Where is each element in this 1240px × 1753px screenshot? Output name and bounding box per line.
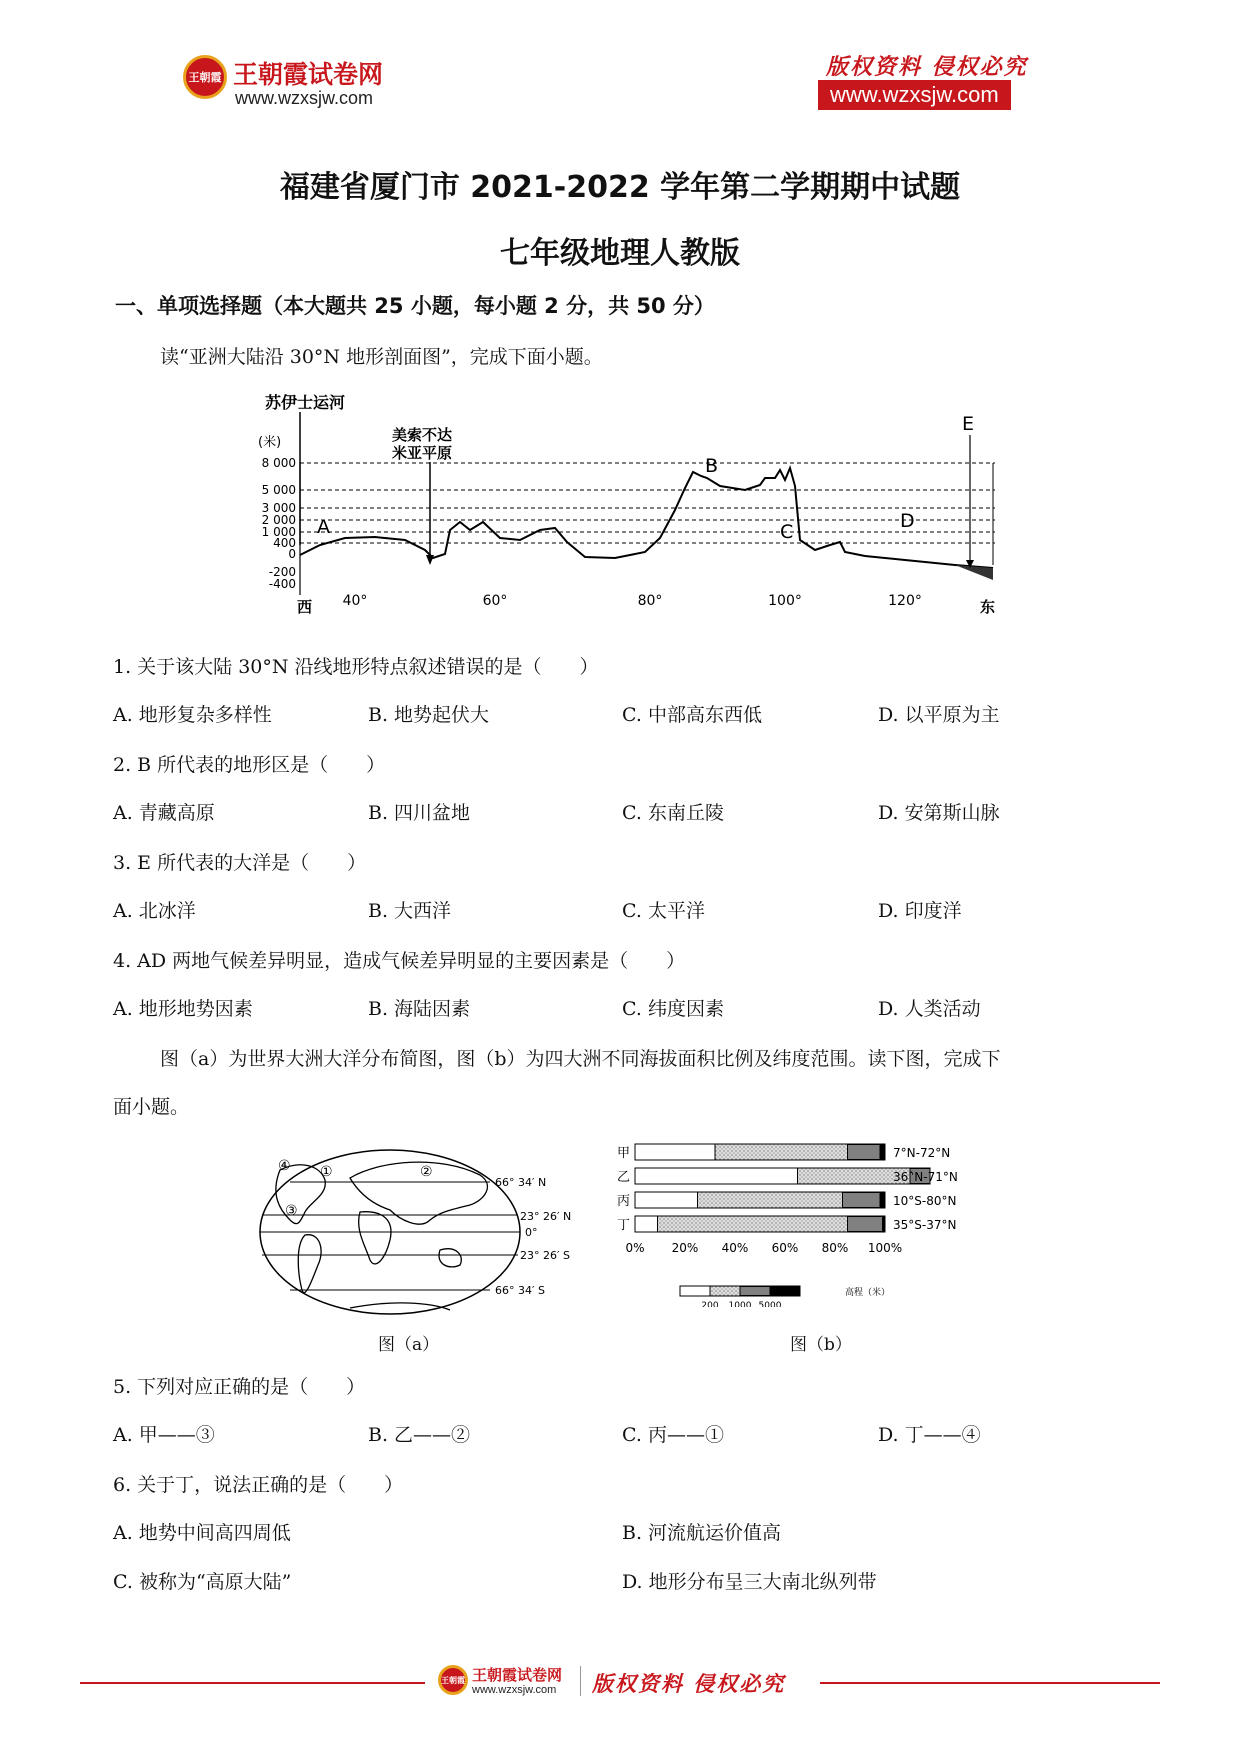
- world-map-figure: [250, 1140, 610, 1320]
- y-tick: -200: [268, 565, 296, 579]
- category-label: 丙: [617, 1194, 631, 1209]
- q6-option-d[interactable]: D. 地形分布呈三大南北纵列带: [622, 1571, 877, 1593]
- bar-segment-丁->5000: [883, 1216, 886, 1232]
- y-tick: 2 000: [261, 513, 296, 527]
- footer-brand-name: 王朝霞试卷网: [472, 1666, 563, 1684]
- bar-segment-丙->5000: [880, 1192, 885, 1208]
- section-heading: 一、单项选择题（本大题共 25 小题，每小题 2 分，共 50 分）: [115, 294, 715, 318]
- legend-swatch-1000-5000: [740, 1286, 770, 1296]
- footer-logo: 王朝霞: [438, 1665, 468, 1695]
- footer-divider-left: [80, 1682, 425, 1684]
- exam-title: 福建省厦门市 2021-2022 学年第二学期期中试题: [279, 170, 961, 205]
- y-tick: 1 000: [261, 525, 296, 539]
- footer-separator: [580, 1666, 581, 1696]
- category-label: 甲: [617, 1146, 631, 1161]
- elevation-bar-chart: [615, 1142, 1005, 1307]
- y-tick: 8 000: [261, 456, 296, 470]
- bar-segment-丁-<200: [635, 1216, 658, 1232]
- footer-slogan: 版权资料 侵权必究: [592, 1671, 786, 1696]
- marker-1: ①: [320, 1164, 333, 1180]
- x-tick: 60°: [482, 593, 508, 609]
- x-tick-label: 40%: [721, 1241, 749, 1255]
- q2-option-c[interactable]: C. 东南丘陵: [622, 802, 724, 824]
- brand-url[interactable]: www.wzxsjw.com: [235, 88, 374, 108]
- copyright-slogan: 版权资料 侵权必究: [826, 54, 1028, 80]
- bar-segment-丁-200-1000: [658, 1216, 848, 1232]
- q2-option-d[interactable]: D. 安第斯山脉: [878, 802, 1000, 824]
- q1-option-a[interactable]: A. 地形复杂多样性: [113, 704, 272, 726]
- y-tick: 5 000: [261, 483, 296, 497]
- legend-tick-label: 200: [701, 1301, 719, 1307]
- x-tick-label: 80%: [821, 1241, 849, 1255]
- q1-option-c[interactable]: C. 中部高东西低: [622, 704, 762, 726]
- bar-segment-乙-<200: [635, 1168, 798, 1184]
- footer-divider-right: [820, 1682, 1160, 1684]
- y-tick: -400: [268, 577, 296, 591]
- bar-segment-甲-<200: [635, 1144, 715, 1160]
- marker-3: ③: [285, 1203, 298, 1219]
- q3-option-d[interactable]: D. 印度洋: [878, 900, 962, 922]
- q5-option-b[interactable]: B. 乙——②: [368, 1424, 471, 1446]
- marker-2: ②: [420, 1164, 433, 1180]
- question-4: 4. AD 两地气候差异明显，造成气候差异明显的主要因素是（ ）: [113, 950, 686, 972]
- x-tick-label: 100%: [867, 1241, 903, 1255]
- east-label: 东: [980, 598, 996, 616]
- plain-label-2: 米亚平原: [392, 444, 453, 462]
- plain-label-1: 美索不达: [392, 426, 453, 444]
- bar-segment-丙-1000-5000: [843, 1192, 881, 1208]
- lat-label: 23° 26′ S: [520, 1249, 570, 1262]
- point-d: D: [900, 510, 915, 532]
- bar-segment-丙-200-1000: [698, 1192, 843, 1208]
- q1-option-d[interactable]: D. 以平原为主: [878, 704, 1000, 726]
- legend-swatch-200-1000: [710, 1286, 740, 1296]
- x-tick-label: 60%: [771, 1241, 799, 1255]
- bar-segment-丙-<200: [635, 1192, 698, 1208]
- y-tick: 0: [288, 547, 296, 561]
- q5-option-c[interactable]: C. 丙——①: [622, 1424, 724, 1446]
- terrain-line: [300, 468, 993, 568]
- west-label: 西: [297, 598, 313, 616]
- q2-option-b[interactable]: B. 四川盆地: [368, 802, 471, 824]
- q1-option-b[interactable]: B. 地势起伏大: [368, 704, 490, 726]
- question-6: 6. 关于丁，说法正确的是（ ）: [113, 1474, 404, 1496]
- category-label: 乙: [617, 1170, 631, 1185]
- point-a: A: [317, 516, 330, 538]
- q3-option-c[interactable]: C. 太平洋: [622, 900, 705, 922]
- y-tick: 3 000: [261, 501, 296, 515]
- legend-swatch->5000: [770, 1286, 800, 1296]
- legend-tick-label: 1000: [728, 1301, 752, 1307]
- question-3: 3. E 所代表的大洋是（ ）: [113, 852, 367, 874]
- intro-text-2: 图（a）为世界大洲大洋分布简图，图（b）为四大洲不同海拔面积比例及纬度范围。读下图，完成下: [160, 1048, 1001, 1070]
- q5-option-a[interactable]: A. 甲——③: [113, 1424, 215, 1446]
- lat-label: 66° 34′ N: [495, 1176, 547, 1189]
- latitude-range-label: 35°S-37°N: [893, 1218, 957, 1232]
- question-1: 1. 关于该大陆 30°N 沿线地形特点叙述错误的是（ ）: [113, 656, 599, 678]
- legend-swatch-<200: [680, 1286, 710, 1296]
- bar-segment-丁-1000-5000: [848, 1216, 883, 1232]
- q5-option-d[interactable]: D. 丁——④: [878, 1424, 981, 1446]
- site-url-badge[interactable]: www.wzxsjw.com: [818, 80, 1011, 110]
- map-a-caption: 图（a）: [378, 1335, 440, 1355]
- point-c: C: [780, 521, 794, 543]
- question-2: 2. B 所代表的地形区是（ ）: [113, 754, 386, 776]
- marker-4: ④: [278, 1158, 291, 1174]
- footer-brand-url[interactable]: www.wzxsjw.com: [472, 1684, 557, 1696]
- category-label: 丁: [617, 1218, 631, 1233]
- q4-option-c[interactable]: C. 纬度因素: [622, 998, 724, 1020]
- exam-subtitle: 七年级地理人教版: [500, 236, 740, 271]
- bar-segment-甲-200-1000: [715, 1144, 848, 1160]
- bar-segment-甲->5000: [880, 1144, 885, 1160]
- chart-b-caption: 图（b）: [790, 1335, 852, 1355]
- q6-option-a[interactable]: A. 地势中间高四周低: [113, 1522, 291, 1544]
- unit-label: (米): [258, 435, 282, 450]
- legend-title: 高程（米）: [845, 1288, 891, 1298]
- q3-option-b[interactable]: B. 大西洋: [368, 900, 452, 922]
- q4-option-a[interactable]: A. 地形地势因素: [113, 998, 253, 1020]
- q2-option-a[interactable]: A. 青藏高原: [113, 802, 215, 824]
- latitude-range-label: 10°S-80°N: [893, 1194, 957, 1208]
- point-e: E: [962, 413, 975, 435]
- latitude-range-label: 7°N-72°N: [893, 1146, 951, 1160]
- latitude-range-label: 36°N-71°N: [893, 1170, 958, 1184]
- x-tick: 100°: [768, 593, 802, 609]
- x-tick: 40°: [342, 593, 368, 609]
- q3-option-a[interactable]: A. 北冰洋: [113, 900, 196, 922]
- lat-label: 0°: [525, 1226, 538, 1239]
- brand-logo: 王朝霞: [183, 55, 227, 99]
- intro-text-2b: 面小题。: [113, 1096, 190, 1118]
- question-5: 5. 下列对应正确的是（ ）: [113, 1376, 366, 1398]
- lat-label: 66° 34′ S: [495, 1284, 545, 1297]
- x-tick: 120°: [888, 593, 922, 609]
- q4-option-b[interactable]: B. 海陆因素: [368, 998, 471, 1020]
- point-b: B: [705, 455, 719, 477]
- lat-label: 23° 26′ N: [520, 1210, 572, 1223]
- x-tick-label: 20%: [671, 1241, 699, 1255]
- x-tick: 80°: [637, 593, 663, 609]
- x-tick-label: 0%: [625, 1241, 645, 1255]
- intro-text-1: 读“亚洲大陆沿 30°N 地形剖面图”，完成下面小题。: [160, 346, 603, 368]
- y-tick: 400: [273, 536, 296, 550]
- q6-option-b[interactable]: B. 河流航运价值高: [622, 1522, 782, 1544]
- suez-canal-label: 苏伊士运河: [265, 393, 346, 412]
- q4-option-d[interactable]: D. 人类活动: [878, 998, 981, 1020]
- terrain-profile-figure: [255, 390, 1005, 620]
- q6-option-c[interactable]: C. 被称为“高原大陆”: [113, 1571, 292, 1593]
- bar-segment-甲-1000-5000: [848, 1144, 881, 1160]
- brand-name: 王朝霞试卷网: [233, 60, 384, 89]
- legend-tick-label: 5000: [758, 1301, 782, 1307]
